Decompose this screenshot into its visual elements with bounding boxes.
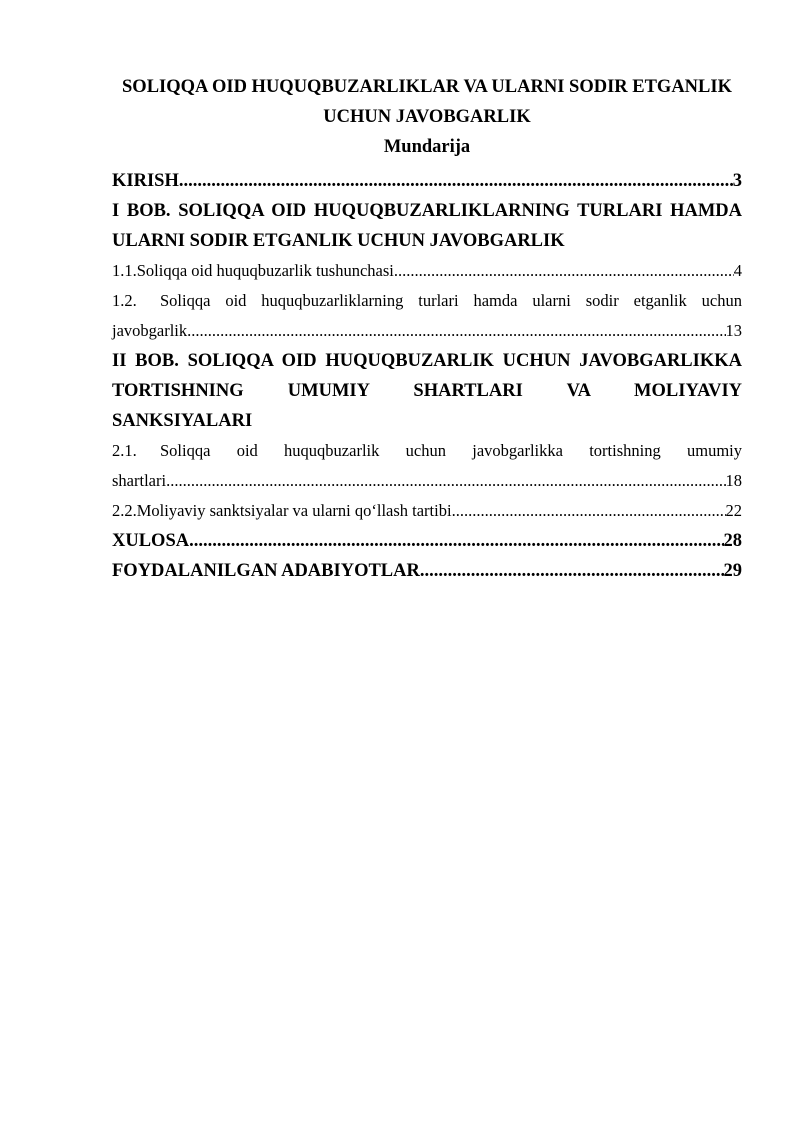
toc-leader-dots — [166, 466, 725, 496]
toc-chapter-2-line-2: TORTISHNING UMUMIY SHARTLARI VA MOLIYAVIY — [112, 381, 742, 401]
toc-section-number: 1.1. — [112, 261, 137, 280]
toc-page-number: 3 — [732, 171, 742, 191]
toc-entry-label: Soliqqa oid huquqbuzarlik tushunchasi — [136, 261, 394, 280]
toc-page-number: 22 — [725, 501, 742, 520]
toc-entry-2-1-line-1 — [112, 436, 742, 466]
toc-entry-label-continued: shartlari — [112, 471, 167, 490]
toc-entry-label: KIRISH — [112, 171, 179, 191]
toc-page-number: 28 — [723, 531, 742, 551]
toc-entry-1-2-line-1 — [112, 286, 742, 316]
toc-entry-1-1 — [112, 256, 742, 286]
toc-section-number: 2.2. — [112, 501, 137, 520]
toc-entry-label: FOYDALANILGAN ADABIYOTLAR — [112, 561, 420, 581]
document-title-line-2: UCHUN JAVOBGARLIK — [323, 107, 531, 127]
toc-chapter-1-line-1: I BOB. SOLIQQA OID HUQUQBUZARLIKLARNING TURLARI HAMDA — [112, 201, 742, 221]
toc-entry-1-2-line-2 — [112, 316, 742, 346]
toc-entry-label: XULOSA — [112, 531, 190, 551]
toc-leader-dots — [179, 166, 733, 196]
toc-leader-dots — [452, 496, 726, 526]
toc-chapter-2-line-3: SANKSIYALARI — [112, 411, 253, 431]
toc-page-number: 29 — [723, 561, 742, 581]
toc-page-number: 13 — [725, 321, 742, 340]
toc-page-number: 4 — [733, 261, 742, 280]
toc-page-number: 18 — [725, 471, 742, 490]
toc-section-number: 2.1. — [112, 441, 137, 460]
document-title-line-1: SOLIQQA OID HUQUQBUZARLIKLAR VA ULARNI SODIR ETGANLIK — [122, 77, 732, 97]
toc-chapter-2-line-1: II BOB. SOLIQQA OID HUQUQBUZARLIK UCHUN JAVOBGARLIKKA — [112, 351, 742, 371]
toc-entry-kirish — [112, 166, 742, 196]
toc-leader-dots — [394, 256, 734, 286]
toc-leader-dots — [420, 556, 724, 586]
toc-entry-label: Moliyaviy sanktsiyalar va ularni qo‘llash tartibi — [136, 501, 452, 520]
toc-entry-adabiyotlar — [112, 556, 742, 586]
toc-entry-label: Soliqqa oid huquqbuzarlik uchun javobgarlikka tortishning umumiy — [160, 441, 742, 460]
contents-heading: Mundarija — [383, 137, 471, 157]
toc-entry-xulosa — [112, 526, 742, 556]
toc-chapter-1-line-2: ULARNI SODIR ETGANLIK UCHUN JAVOBGARLIK — [112, 231, 565, 251]
toc-section-number: 1.2. — [112, 291, 137, 310]
document-page — [112, 72, 742, 586]
toc-leader-dots — [187, 316, 725, 346]
toc-entry-label: Soliqqa oid huquqbuzarliklarning turlari hamda ularni sodir etganlik uchun — [160, 291, 742, 310]
toc-entry-label-continued: javobgarlik — [112, 321, 188, 340]
toc-entry-2-1-line-2 — [112, 466, 742, 496]
toc-entry-2-2 — [112, 496, 742, 526]
toc-leader-dots — [189, 526, 723, 556]
